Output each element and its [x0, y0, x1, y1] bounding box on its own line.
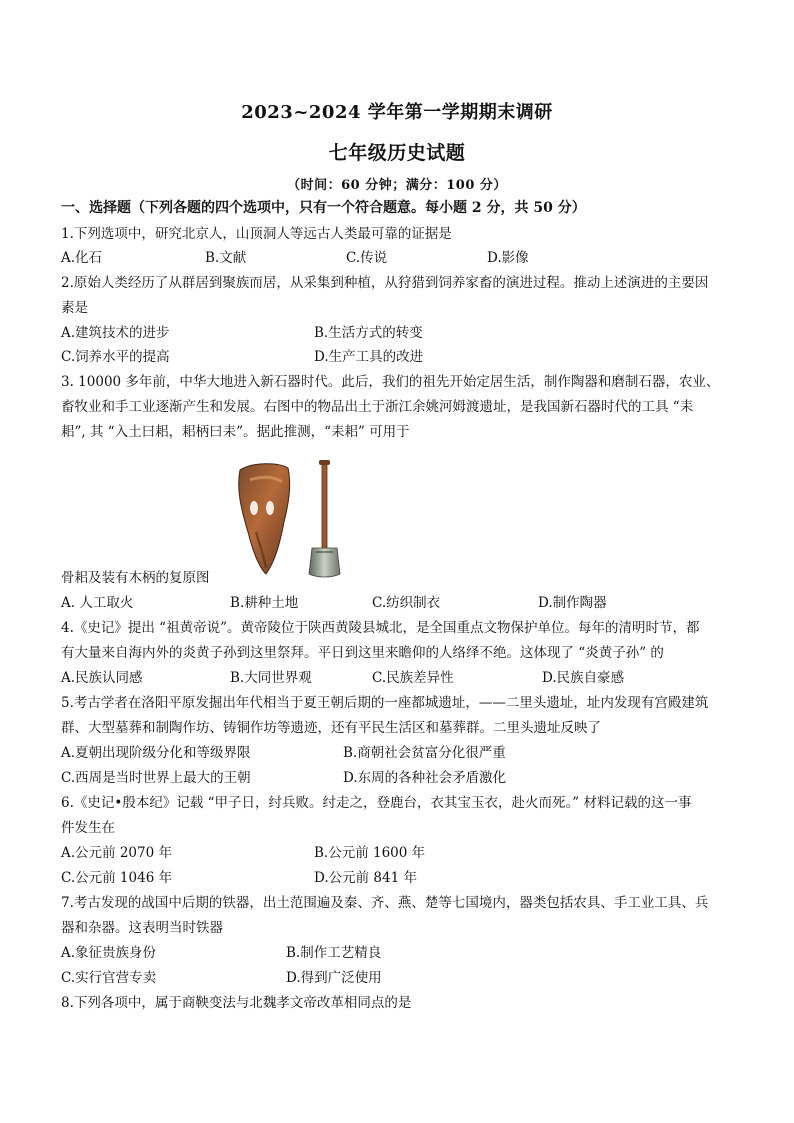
- q6-stem-line: 6.《史记•殷本纪》记载 “甲子日，纣兵败。纣走之，登鹿台，衣其宝玉衣，赴火而死。” 材料记载的这一事: [61, 795, 692, 811]
- q1-option-c: C.传说: [346, 250, 388, 266]
- q1-stem-line: 1.下列选项中，研究北京人，山顶洞人等远古人类最可靠的证据是: [61, 226, 452, 242]
- q7-option-b: B.制作工艺精良: [286, 945, 382, 961]
- q5-option-c: C.西周是当时世界上最大的王朝: [61, 770, 251, 786]
- q1-option-a: A.化石: [61, 250, 103, 266]
- q4-stem-line: 4.《史记》提出 “祖黄帝说”。黄帝陵位于陕西黄陵县城北，是全国重点文物保护单位。每年的清明时节，都: [61, 620, 700, 636]
- q2-option-a: A.建筑技术的进步: [61, 325, 170, 341]
- q6-option-c: C.公元前 1046 年: [61, 870, 173, 886]
- exam-meta: （时间：60 分钟；满分：100 分）: [287, 178, 507, 193]
- q7-option-c: C.实行官营专卖: [61, 970, 157, 986]
- q3-option-a: A. 人工取火: [61, 595, 134, 611]
- q3-stem-line: 3. 10000 多年前，中华大地进入新石器时代。此后，我们的祖先开始定居生活，制作陶器和磨制石器，农业、: [61, 374, 720, 390]
- q2-option-d: D.生产工具的改进: [314, 349, 424, 365]
- bone-spade-image: [226, 456, 356, 580]
- q7-stem-line: 7.考古发现的战国中后期的铁器，出土范围遍及秦、齐、燕、楚等七国境内，器类包括农具、手工业工具、兵: [61, 895, 709, 911]
- q6-option-d: D.公元前 841 年: [314, 870, 417, 886]
- q2-stem-line: 素是: [61, 300, 88, 316]
- q7-stem-line: 器和杂器。这表明当时铁器: [61, 920, 223, 936]
- q8-stem-line: 8.下列各项中，属于商鞅变法与北魏孝文帝改革相同点的是: [61, 995, 412, 1011]
- q4-option-d: D.民族自豪感: [542, 670, 625, 686]
- q3-stem-line: 耜”, 其 “入土曰耜，耜柄曰耒”。据此推测，“耒耜” 可用于: [61, 424, 410, 440]
- q3-option-c: C.纺织制衣: [372, 595, 441, 611]
- section-heading: 一、选择题（下列各题的四个选项中，只有一个符合题意。每小题 2 分，共 50 分）: [61, 200, 586, 216]
- q2-option-b: B.生活方式的转变: [314, 325, 423, 341]
- q6-stem-line: 件发生在: [61, 820, 115, 836]
- figure-caption: 骨耜及装有木柄的复原图: [61, 570, 210, 586]
- q2-stem-line: 2.原始人类经历了从群居到聚族而居，从采集到种植，从狩猎到饲养家畜的演进过程。推动上述演进的主要因: [61, 275, 709, 291]
- exam-title: 2023~2024 学年第一学期期末调研: [241, 102, 553, 123]
- q5-option-a: A.夏朝出现阶级分化和等级界限: [61, 745, 251, 761]
- q3-stem-line: 畜牧业和手工业逐渐产生和发展。右图中的物品出土于浙江余姚河姆渡遗址，是我国新石器时代的工具 “耒: [61, 399, 694, 415]
- q1-option-d: D.影像: [487, 250, 529, 266]
- q5-stem-line: 5.考古学者在洛阳平原发掘出年代相当于夏王朝后期的一座都城遗址，——二里头遗址，址内发现有宫殿建筑: [61, 695, 709, 711]
- q5-stem-line: 群、大型墓葬和制陶作坊、铸铜作坊等遗迹，还有平民生活区和墓葬群。二里头遗址反映了: [61, 720, 601, 736]
- q4-stem-line: 有大量来自海内外的炎黄子孙到这里祭拜。平日到这里来瞻仰的人络绎不绝。这体现了 “炎黄子孙” 的: [61, 645, 664, 661]
- q3-option-d: D.制作陶器: [538, 595, 607, 611]
- q5-option-b: B.商朝社会贫富分化很严重: [343, 745, 506, 761]
- q3-option-b: B.耕种土地: [230, 595, 299, 611]
- q4-option-b: B.大同世界观: [230, 670, 312, 686]
- q5-option-d: D.东周的各种社会矛盾激化: [343, 770, 507, 786]
- exam-subject: 七年级历史试题: [328, 142, 466, 164]
- q2-option-c: C.饲养水平的提高: [61, 349, 170, 365]
- q4-option-c: C.民族差异性: [372, 670, 454, 686]
- q1-option-b: B.文献: [205, 250, 247, 266]
- q6-option-b: B.公元前 1600 年: [314, 845, 426, 861]
- q6-option-a: A.公元前 2070 年: [61, 845, 172, 861]
- q4-option-a: A.民族认同感: [61, 670, 143, 686]
- q7-option-d: D.得到广泛使用: [286, 970, 382, 986]
- q7-option-a: A.象征贵族身份: [61, 945, 157, 961]
